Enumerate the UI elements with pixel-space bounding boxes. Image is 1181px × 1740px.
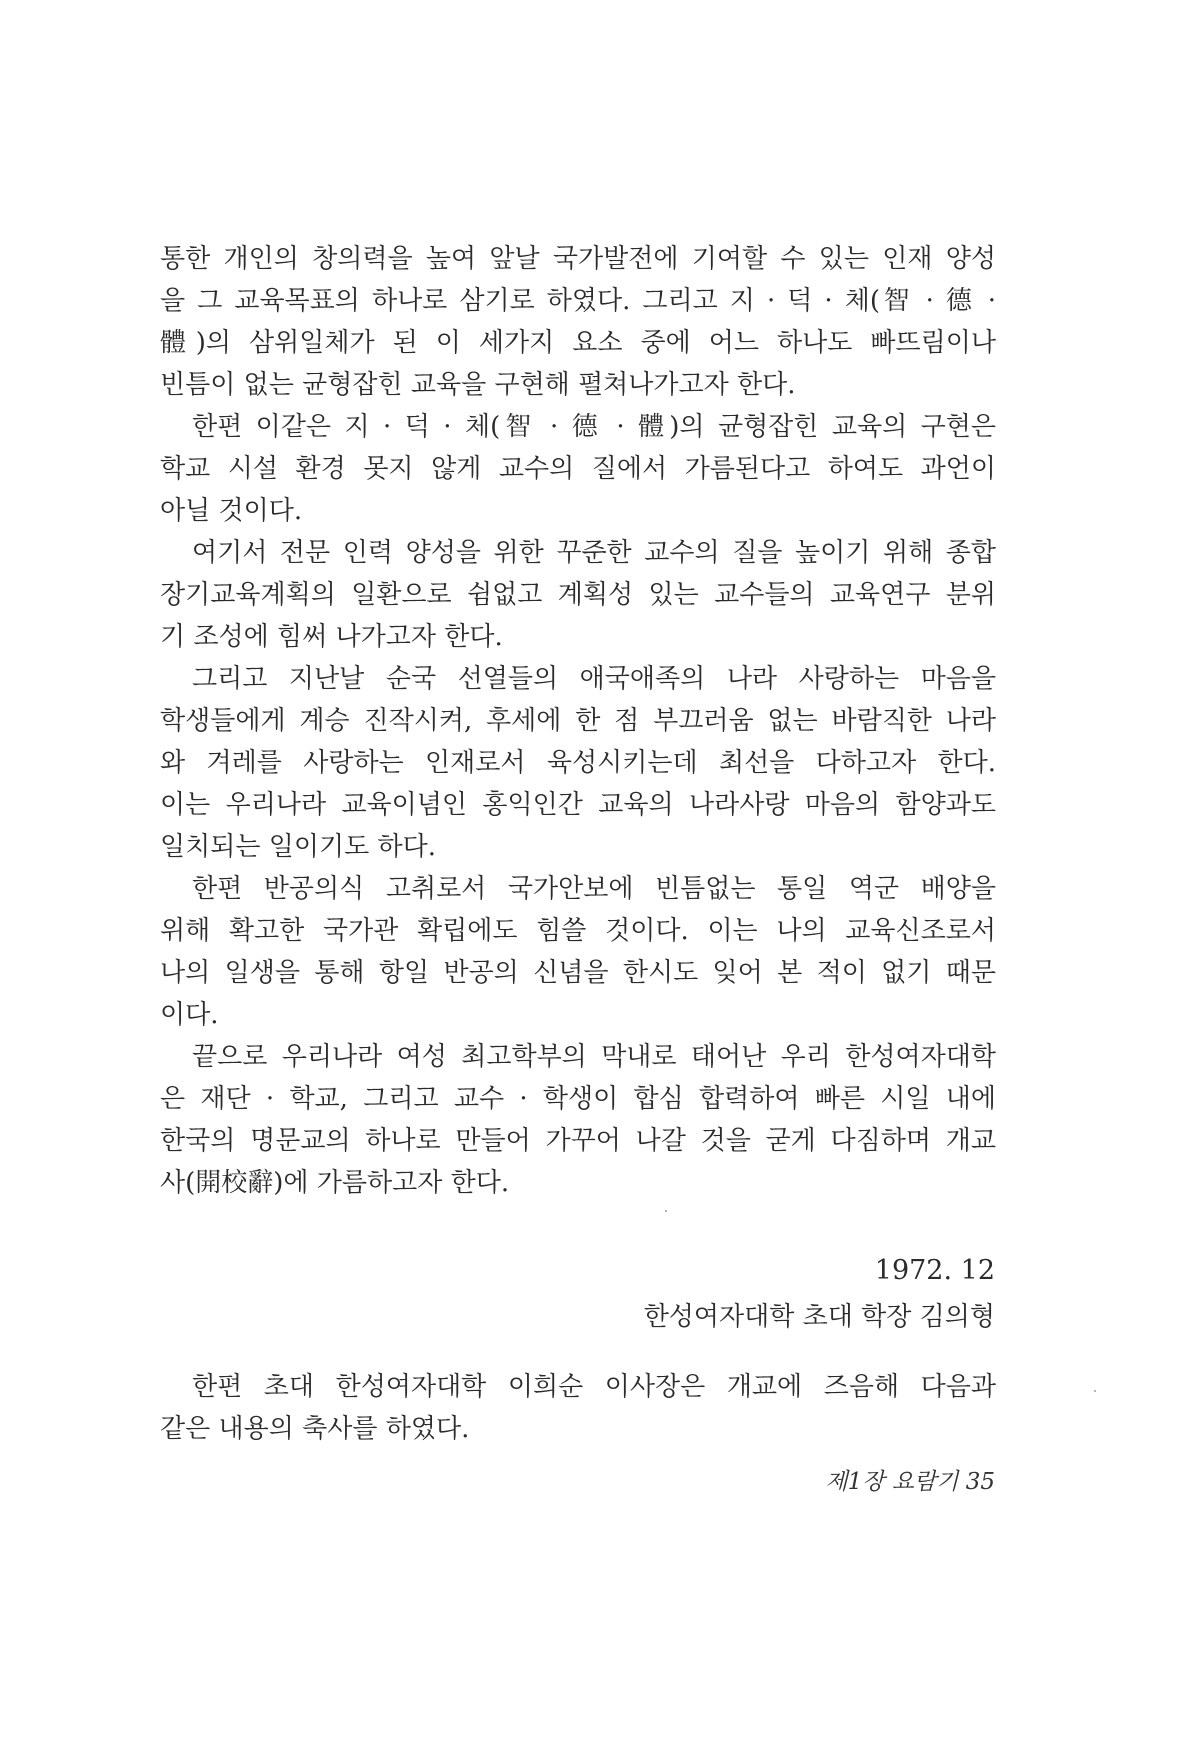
text-line: 일치되는 일이기도 하다. — [160, 832, 436, 862]
text-line: 같은 내용의 축사를 하였다. — [160, 1414, 470, 1444]
speech-author: 한성여자대학 초대 학장 김의형 — [643, 1302, 995, 1332]
text-line: 통한 개인의 창의력을 높여 앞날 국가발전에 기여할 수 있는 인재 양성 — [160, 244, 996, 274]
text-line: 기 조성에 힘써 나가고자 한다. — [160, 622, 503, 652]
closing-paragraph — [160, 1366, 996, 1450]
text-line: 한편 반공의식 고취로서 국가안보에 빈틈없는 통일 역군 배양을 — [192, 874, 996, 904]
text-line: 한편 이같은 지 · 덕 · 체(智 · 德 · 體)의 균형잡힌 교육의 구현은 — [192, 412, 996, 442]
text-line: 빈틈이 없는 균형잡힌 교육을 구현해 펼쳐나가고자 한다. — [160, 370, 796, 400]
text-line: 나의 일생을 통해 항일 반공의 신념을 한시도 잊어 본 적이 없기 때문 — [160, 958, 996, 988]
text-line: 을 그 교육목표의 하나로 삼기로 하였다. 그리고 지 · 덕 · 체(智 · 德 · — [160, 286, 996, 316]
text-line: 이다. — [160, 1000, 219, 1030]
text-line: 학교 시설 환경 못지 않게 교수의 질에서 가름된다고 하여도 과언이 — [160, 454, 996, 484]
speech-body — [160, 238, 996, 1204]
text-line: 끝으로 우리나라 여성 최고학부의 막내로 태어난 우리 한성여자대학 — [192, 1042, 996, 1072]
page-footer: 제1장 요람기 35 — [825, 1469, 995, 1495]
text-line: 여기서 전문 인력 양성을 위한 꾸준한 교수의 질을 높이기 위해 종합 — [192, 538, 996, 568]
text-line: 한국의 명문교의 하나로 만들어 가꾸어 나갈 것을 굳게 다짐하며 개교 — [160, 1126, 996, 1156]
text-line: 사(開校辭)에 가름하고자 한다. — [160, 1168, 510, 1198]
signature-block — [644, 1248, 995, 1340]
text-line: 위해 확고한 국가관 확립에도 힘쓸 것이다. 이는 나의 교육신조로서 — [160, 916, 996, 946]
text-line: 아닐 것이다. — [160, 496, 303, 526]
scan-speck — [1094, 1390, 1096, 1392]
text-line: 體)의 삼위일체가 된 이 세가지 요소 중에 어느 하나도 빠뜨림이나 — [160, 328, 996, 358]
text-line: 장기교육계획의 일환으로 쉼없고 계획성 있는 교수들의 교육연구 분위 — [160, 580, 996, 610]
text-line: 이는 우리나라 교육이념인 홍익인간 교육의 나라사랑 마음의 함양과도 — [160, 790, 996, 820]
text-line: 한편 초대 한성여자대학 이희순 이사장은 개교에 즈음해 다음과 — [192, 1372, 996, 1402]
text-line: 학생들에게 계승 진작시켜, 후세에 한 점 부끄러움 없는 바람직한 나라 — [160, 706, 996, 736]
speech-date: 1972. 12 — [874, 1255, 995, 1286]
scan-speck — [665, 1210, 667, 1212]
text-line: 은 재단 · 학교, 그리고 교수 · 학생이 합심 합력하여 빠른 시일 내에 — [160, 1084, 996, 1114]
text-line: 그리고 지난날 순국 선열들의 애국애족의 나라 사랑하는 마음을 — [192, 664, 996, 694]
text-line: 와 겨레를 사랑하는 인재로서 육성시키는데 최선을 다하고자 한다. — [160, 748, 996, 778]
